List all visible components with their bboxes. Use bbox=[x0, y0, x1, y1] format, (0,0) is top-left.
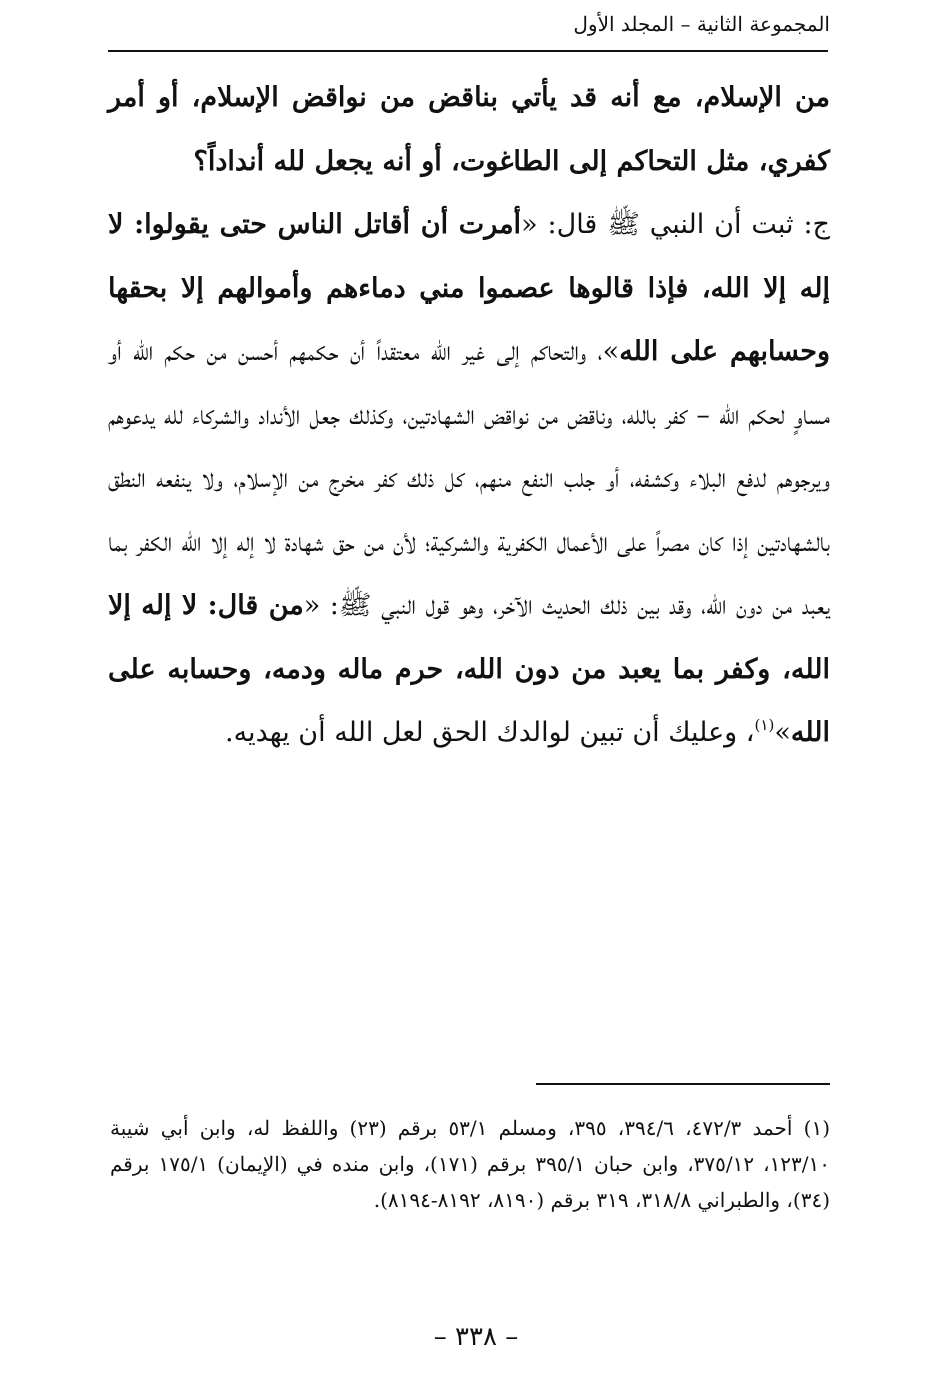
footnote-marker: (١) bbox=[754, 716, 775, 734]
quote-close: » bbox=[774, 717, 791, 748]
header-rule bbox=[108, 50, 828, 52]
answer-prefix: ج: ثبت أن النبي ﷺ قال: « bbox=[521, 209, 830, 240]
footnote-text: (١) أحمد ٤٧٢/٣، ٣٩٤/٦، ٣٩٥، ومسلم ٥٣/١ برقم (٢٣) واللفظ له، وابن أبي شيبة ١٢٣/١٠، ٣٧٥/١٢، وابن حبان ٣٩٥/١ برقم (١٧١)، وابن منده في (الإيمان) ١٧٥/١ برقم (٣٤)، والطبراني ٣١٨/٨، ٣١٩ برقم (٨١٩٠، ٨١٩٢-٨١٩٤). bbox=[110, 1116, 831, 1212]
answer-middle: »، والتحاكم إلى غير الله معتقداً أن حكمهم أحسن من حكم الله أو مساوٍ لحكم الله – كفر بالله، وناقض من نواقض الشهادتين، وكذلك جعل الأنداد والشركاء لله يدعوهم ويرجوهم لدفع البلاء وكشفه، أو جلب النفع منهم، كل ذلك كفر مخرج من الإسلام، ولا ينفعه النطق بالشهادتين إذا كان مصراً على الأعمال الكفرية والشركية؛ لأن من حق شهادة لا إله إلا الله الكفر بما يعبد من دون الله، وقد بين ذلك الحديث الآخر، وهو قول النبي ﷺ: « bbox=[108, 336, 830, 621]
footnote-rule bbox=[536, 1083, 830, 1085]
main-text bbox=[108, 66, 830, 765]
question-paragraph: من الإسلام، مع أنه قد يأتي بناقض من نواقض الإسلام، أو أمر كفري، مثل التحاكم إلى الطاغوت، أو أنه يجعل لله أنداداً؟ bbox=[108, 82, 830, 177]
answer-paragraph bbox=[108, 193, 830, 765]
answer-ending: ، وعليك أن تبين لوالدك الحق لعل الله أن يهديه. bbox=[225, 717, 755, 748]
page-number: – ٣٣٨ – bbox=[433, 1322, 519, 1352]
hadith-quote-1: أمرت أن أقاتل الناس حتى يقولوا: لا إله إلا الله، فإذا قالوها عصموا مني دماءهم وأموالهم إلا بحقها وحسابهم على الله bbox=[108, 209, 830, 367]
running-header: المجموعة الثانية – المجلد الأول bbox=[573, 12, 830, 36]
hadith-quote-2: من قال: لا إله إلا الله، وكفر بما يعبد من دون الله، حرم ماله ودمه، وحسابه على الله bbox=[108, 590, 830, 748]
